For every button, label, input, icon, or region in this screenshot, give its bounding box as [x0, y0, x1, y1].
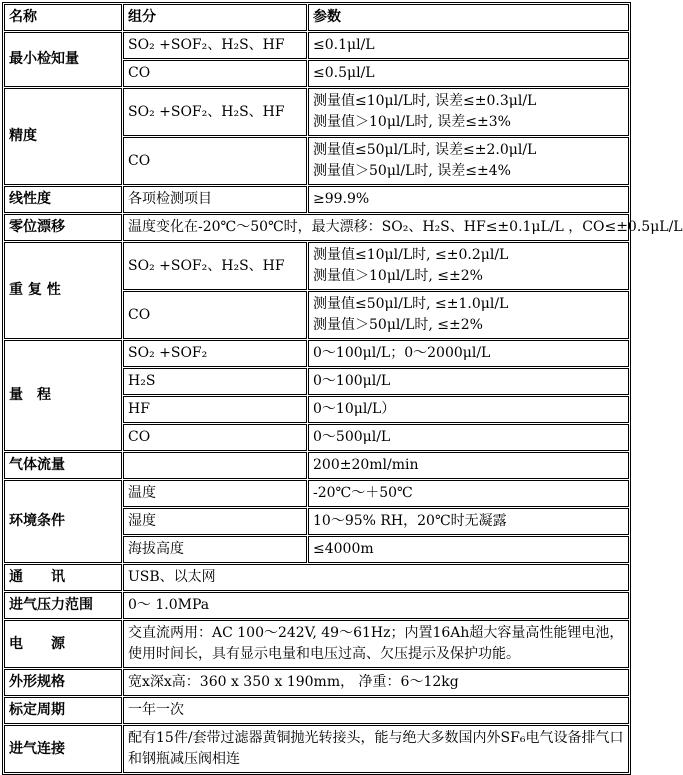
inlet-pressure-label: 进气压力范围	[4, 592, 122, 619]
precision-parameter-1	[308, 88, 629, 136]
communication-label: 通 讯	[4, 564, 122, 591]
linearity-row	[4, 186, 629, 213]
min-detection-parameter-2: ≤0.5μl/L	[308, 60, 629, 87]
repeatability-parameter-1-line-2: 测量值＞10μl/L时, ≤±2%	[313, 268, 483, 284]
zero-drift-parameter: 温度变化在-20℃～50℃时，最大漂移：SO₂、H₂S、HF≤±0.1μL/L ，CO≤±0.5μL/L	[123, 214, 629, 241]
range-parameter-3: 0～10μl/L）	[308, 396, 629, 423]
dimensions-label: 外形规格	[4, 669, 122, 696]
gas-flow-component	[123, 452, 307, 479]
environment-parameter-3: ≤4000m	[308, 536, 629, 563]
inlet-connection-row	[4, 725, 629, 773]
gas-flow-parameter: 200±20ml/min	[308, 452, 629, 479]
range-component-2: H₂S	[123, 368, 307, 395]
range-label: 量 程	[4, 340, 122, 451]
environment-component-1: 温度	[123, 480, 307, 507]
header-parameter-cell: 参数	[308, 4, 629, 31]
min-detection-label: 最小检知量	[4, 32, 122, 87]
repeatability-component-1: SO₂ +SOF₂、H₂S、HF	[123, 242, 307, 290]
repeatability-parameter-1-line-1: 测量值≤10μl/L时, ≤±0.2μl/L	[313, 247, 509, 263]
gas-flow-label: 气体流量	[4, 452, 122, 479]
communication-row	[4, 564, 629, 591]
repeatability-parameter-2-line-1: 测量值≤50μl/L时, ≤±1.0μl/L	[313, 296, 509, 312]
repeatability-row-1	[4, 242, 629, 290]
environment-component-3: 海拔高度	[123, 536, 307, 563]
linearity-component: 各项检测项目	[123, 186, 307, 213]
inlet-connection-parameter: 配有15件/套带过滤器黄铜抛光转接头，能与绝大多数国内外SF₆电气设备排气口和钢瓶减压阀相连	[123, 725, 629, 773]
precision-component-2: CO	[123, 137, 307, 185]
min-detection-row-1	[4, 32, 629, 59]
range-row-1	[4, 340, 629, 367]
calibration-period-row	[4, 697, 629, 724]
communication-parameter: USB、以太网	[123, 564, 629, 591]
range-component-4: CO	[123, 424, 307, 451]
repeatability-parameter-1	[308, 242, 629, 290]
dimensions-row	[4, 669, 629, 696]
precision-parameter-2	[308, 137, 629, 185]
header-component-cell: 组分	[123, 4, 307, 31]
gas-flow-row	[4, 452, 629, 479]
dimensions-parameter: 宽x深x高：360 x 350 x 190mm， 净重：6～12kg	[123, 669, 629, 696]
min-detection-component-1: SO₂ +SOF₂、H₂S、HF	[123, 32, 307, 59]
precision-parameter-1-line-2: 测量值＞10μl/L时, 误差≤±3%	[313, 114, 511, 130]
environment-row-1	[4, 480, 629, 507]
header-row	[4, 4, 629, 31]
precision-parameter-2-line-1: 测量值≤50μl/L时, 误差≤±2.0μl/L	[313, 142, 537, 158]
range-parameter-1: 0～100μl/L；0～2000μl/L	[308, 340, 629, 367]
zero-drift-row	[4, 214, 629, 241]
zero-drift-label: 零位漂移	[4, 214, 122, 241]
environment-label: 环境条件	[4, 480, 122, 563]
range-parameter-4: 0～500μl/L	[308, 424, 629, 451]
calibration-period-parameter: 一年一次	[123, 697, 629, 724]
environment-parameter-2: 10～95% RH，20℃时无凝露	[308, 508, 629, 535]
environment-parameter-1: -20℃～＋50℃	[308, 480, 629, 507]
precision-component-1: SO₂ +SOF₂、H₂S、HF	[123, 88, 307, 136]
range-component-3: HF	[123, 396, 307, 423]
power-label: 电 源	[4, 620, 122, 668]
repeatability-parameter-2-line-2: 测量值＞50μl/L时, ≤±2%	[313, 317, 483, 333]
linearity-parameter: ≥99.9%	[308, 186, 629, 213]
precision-label: 精度	[4, 88, 122, 185]
calibration-period-label: 标定周期	[4, 697, 122, 724]
power-row	[4, 620, 629, 668]
range-parameter-2: 0～100μl/L	[308, 368, 629, 395]
header-name-cell: 名称	[4, 4, 122, 31]
linearity-label: 线性度	[4, 186, 122, 213]
range-component-1: SO₂ +SOF₂	[123, 340, 307, 367]
precision-row-1	[4, 88, 629, 136]
min-detection-parameter-1: ≤0.1μl/L	[308, 32, 629, 59]
precision-parameter-2-line-2: 测量值＞50μl/L时, 误差≤±4%	[313, 163, 511, 179]
repeatability-parameter-2	[308, 291, 629, 339]
min-detection-component-2: CO	[123, 60, 307, 87]
spec-table	[2, 2, 683, 775]
power-parameter: 交直流两用：AC 100～242V, 49～61Hz；内置16Ah超大容量高性能锂电池，使用时间长，具有显示电量和电压过高、欠压提示及保护功能。	[123, 620, 629, 668]
inlet-connection-label: 进气连接	[4, 725, 122, 773]
repeatability-component-2: CO	[123, 291, 307, 339]
environment-component-2: 湿度	[123, 508, 307, 535]
inlet-pressure-parameter: 0～ 1.0MPa	[123, 592, 629, 619]
repeatability-label: 重 复 性	[4, 242, 122, 339]
precision-parameter-1-line-1: 测量值≤10μl/L时, 误差≤±0.3μl/L	[313, 93, 537, 109]
inlet-pressure-row	[4, 592, 629, 619]
